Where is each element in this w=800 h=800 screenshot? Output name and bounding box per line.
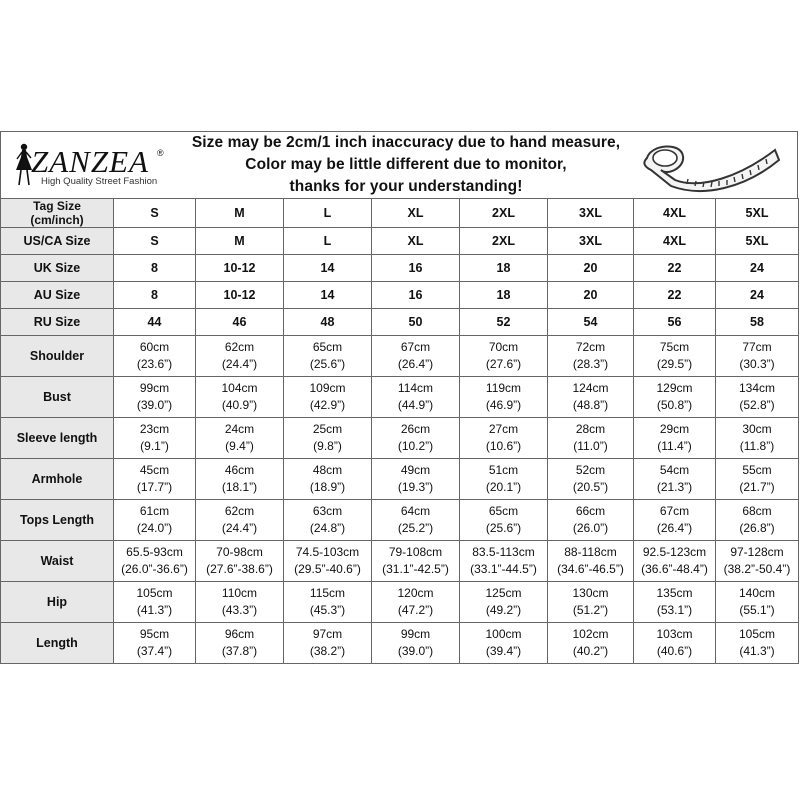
cm-value: 88-118cm bbox=[564, 545, 617, 559]
size-row bbox=[1, 282, 799, 309]
inch-value: (17.7”) bbox=[136, 480, 173, 494]
size-row bbox=[1, 199, 799, 228]
size-cell: 4XL bbox=[634, 228, 716, 255]
inch-value: (9.8”) bbox=[313, 439, 342, 453]
cm-value: 140cm bbox=[738, 586, 776, 600]
cm-value: 134cm bbox=[738, 381, 776, 395]
measurement-cell bbox=[634, 377, 716, 418]
measurement-cell bbox=[548, 623, 634, 664]
measurement-cell bbox=[284, 459, 372, 500]
size-cell: 44 bbox=[114, 309, 196, 336]
inch-value: (21.7”) bbox=[739, 480, 775, 494]
size-cell: 2XL bbox=[460, 228, 548, 255]
brand-tagline: High Quality Street Fashion bbox=[41, 176, 158, 187]
inch-value: (53.1”) bbox=[656, 603, 693, 617]
measurement-cell bbox=[372, 541, 460, 582]
inch-value: (50.8”) bbox=[656, 398, 693, 412]
size-cell: 16 bbox=[372, 282, 460, 309]
cm-value: 65.5-93cm bbox=[126, 545, 183, 559]
inch-value: (19.3”) bbox=[397, 480, 434, 494]
cm-value: 115cm bbox=[309, 586, 346, 600]
measurement-cell bbox=[372, 336, 460, 377]
cm-value: 64cm bbox=[400, 504, 431, 518]
inch-value: (36.6”-48.4”) bbox=[641, 562, 708, 576]
inch-value: (40.6”) bbox=[656, 644, 693, 658]
size-cell: 24 bbox=[716, 255, 799, 282]
measurement-cell bbox=[114, 336, 196, 377]
inch-value: (45.3”) bbox=[309, 603, 346, 617]
measurement-cell bbox=[114, 377, 196, 418]
cm-value: 45cm bbox=[139, 463, 170, 477]
row-label bbox=[1, 255, 114, 282]
inch-value: (25.2”) bbox=[397, 521, 434, 535]
measurement-cell bbox=[372, 418, 460, 459]
cm-value: 109cm bbox=[309, 381, 346, 395]
row-label-unit: (cm/inch) bbox=[30, 213, 84, 227]
inch-value: (21.3”) bbox=[656, 480, 693, 494]
inch-value: (42.9”) bbox=[309, 398, 346, 412]
measurement-cell bbox=[716, 377, 799, 418]
cm-value: 105cm bbox=[738, 627, 776, 641]
size-cell: S bbox=[114, 199, 196, 228]
cm-value: 120cm bbox=[397, 586, 434, 600]
size-chart bbox=[0, 131, 800, 664]
size-cell: 5XL bbox=[716, 228, 799, 255]
measurement-cell bbox=[460, 623, 548, 664]
inch-value: (26.0”-36.6”) bbox=[121, 562, 188, 576]
inch-value: (11.8”) bbox=[739, 439, 775, 453]
measurement-cell bbox=[548, 500, 634, 541]
inch-value: (39.4”) bbox=[485, 644, 522, 658]
measurement-cell bbox=[114, 459, 196, 500]
measurement-cell bbox=[634, 459, 716, 500]
cm-value: 97-128cm bbox=[730, 545, 784, 559]
size-cell: M bbox=[196, 228, 284, 255]
cm-value: 68cm bbox=[742, 504, 772, 518]
row-label-text: US/CA Size bbox=[23, 233, 91, 248]
inch-value: (52.8”) bbox=[739, 398, 775, 412]
size-cell: 54 bbox=[548, 309, 634, 336]
cm-value: 67cm bbox=[659, 504, 690, 518]
cm-value: 105cm bbox=[136, 586, 173, 600]
inch-value: (9.4”) bbox=[225, 439, 254, 453]
measurement-row bbox=[1, 541, 799, 582]
cm-value: 99cm bbox=[139, 381, 170, 395]
cm-value: 100cm bbox=[485, 627, 522, 641]
measurement-cell bbox=[196, 500, 284, 541]
cm-value: 60cm bbox=[139, 340, 170, 354]
measurement-cell bbox=[284, 336, 372, 377]
size-cell: 58 bbox=[716, 309, 799, 336]
size-cell: 2XL bbox=[460, 199, 548, 228]
size-cell: 14 bbox=[284, 255, 372, 282]
row-label-text: UK Size bbox=[33, 260, 81, 275]
cm-value: 79-108cm bbox=[388, 545, 443, 559]
cm-value: 129cm bbox=[656, 381, 693, 395]
measurement-cell bbox=[460, 418, 548, 459]
measuring-tape-icon bbox=[641, 136, 781, 194]
inch-value: (55.1”) bbox=[739, 603, 775, 617]
inch-value: (51.2”) bbox=[572, 603, 609, 617]
inch-value: (40.9”) bbox=[221, 398, 258, 412]
inch-value: (25.6”) bbox=[485, 521, 522, 535]
measurement-cell bbox=[634, 582, 716, 623]
cm-value: 96cm bbox=[224, 627, 255, 641]
inch-value: (24.4”) bbox=[221, 521, 258, 535]
measurement-cell bbox=[196, 623, 284, 664]
measurement-cell bbox=[196, 582, 284, 623]
cm-value: 104cm bbox=[221, 381, 258, 395]
measurement-cell bbox=[284, 418, 372, 459]
cm-value: 28cm bbox=[575, 422, 606, 436]
measurement-cell bbox=[634, 541, 716, 582]
inch-value: (37.8”) bbox=[221, 644, 258, 658]
size-cell: L bbox=[284, 228, 372, 255]
measurement-cell bbox=[634, 623, 716, 664]
cm-value: 103cm bbox=[656, 627, 693, 641]
inch-value: (34.6”-46.5”) bbox=[557, 562, 624, 576]
size-cell: XL bbox=[372, 199, 460, 228]
row-label: Sleeve length bbox=[1, 418, 114, 459]
cm-value: 70cm bbox=[488, 340, 519, 354]
row-label: Shoulder bbox=[1, 336, 114, 377]
measurement-cell bbox=[372, 623, 460, 664]
measurement-row bbox=[1, 377, 799, 418]
inch-value: (38.2”) bbox=[309, 644, 346, 658]
inch-value: (27.6”-38.6”) bbox=[206, 562, 273, 576]
row-label: Length bbox=[1, 623, 114, 664]
inch-value: (26.0”) bbox=[572, 521, 609, 535]
size-cell: L bbox=[284, 199, 372, 228]
size-cell: 46 bbox=[196, 309, 284, 336]
inch-value: (26.8”) bbox=[739, 521, 775, 535]
measurement-cell bbox=[196, 377, 284, 418]
row-label bbox=[1, 228, 114, 255]
measurement-cell bbox=[716, 623, 799, 664]
cm-value: 99cm bbox=[400, 627, 431, 641]
measurement-cell bbox=[114, 541, 196, 582]
measurement-cell bbox=[548, 377, 634, 418]
measurement-cell bbox=[284, 582, 372, 623]
brand-logo bbox=[5, 136, 173, 196]
cm-value: 24cm bbox=[224, 422, 255, 436]
measurement-cell bbox=[372, 377, 460, 418]
measurement-cell bbox=[460, 336, 548, 377]
measurement-cell bbox=[634, 418, 716, 459]
cm-value: 27cm bbox=[488, 422, 519, 436]
cm-value: 62cm bbox=[224, 340, 255, 354]
cm-value: 26cm bbox=[400, 422, 431, 436]
inch-value: (26.4”) bbox=[656, 521, 693, 535]
row-label-text: Tag Size bbox=[33, 199, 81, 213]
inch-value: (23.6”) bbox=[136, 357, 173, 371]
inch-value: (38.2”-50.4”) bbox=[723, 562, 791, 576]
size-cell: 14 bbox=[284, 282, 372, 309]
inch-value: (49.2”) bbox=[485, 603, 522, 617]
inch-value: (39.0”) bbox=[136, 398, 173, 412]
cm-value: 23cm bbox=[139, 422, 170, 436]
row-label: Bust bbox=[1, 377, 114, 418]
measurement-cell bbox=[196, 459, 284, 500]
size-cell: 20 bbox=[548, 282, 634, 309]
cm-value: 61cm bbox=[139, 504, 170, 518]
inch-value: (27.6”) bbox=[485, 357, 522, 371]
measurement-cell bbox=[114, 500, 196, 541]
inch-value: (29.5”) bbox=[656, 357, 693, 371]
size-cell: 8 bbox=[114, 282, 196, 309]
cm-value: 130cm bbox=[572, 586, 609, 600]
size-cell: 18 bbox=[460, 282, 548, 309]
inch-value: (10.6”) bbox=[485, 439, 522, 453]
inch-value: (33.1”-44.5”) bbox=[470, 562, 537, 576]
size-cell: 10-12 bbox=[196, 282, 284, 309]
cm-value: 62cm bbox=[224, 504, 255, 518]
cm-value: 66cm bbox=[575, 504, 606, 518]
measurement-cell bbox=[548, 418, 634, 459]
inch-value: (11.4”) bbox=[657, 439, 692, 453]
inch-value: (46.9”) bbox=[485, 398, 522, 412]
measurement-notice bbox=[176, 132, 636, 198]
measurement-cell bbox=[716, 582, 799, 623]
measurement-row bbox=[1, 500, 799, 541]
measurement-cell bbox=[196, 541, 284, 582]
measurement-cell bbox=[114, 623, 196, 664]
cm-value: 54cm bbox=[659, 463, 690, 477]
measurement-cell bbox=[196, 336, 284, 377]
size-row bbox=[1, 228, 799, 255]
cm-value: 102cm bbox=[572, 627, 609, 641]
inch-value: (48.8”) bbox=[572, 398, 609, 412]
cm-value: 77cm bbox=[742, 340, 772, 354]
size-cell: 3XL bbox=[548, 199, 634, 228]
cm-value: 97cm bbox=[312, 627, 343, 641]
inch-value: (20.5”) bbox=[572, 480, 609, 494]
cm-value: 70-98cm bbox=[216, 545, 263, 559]
notice-line-2: Color may be little different due to monitor, bbox=[245, 156, 567, 173]
measurement-cell bbox=[716, 541, 799, 582]
inch-value: (26.4”) bbox=[397, 357, 434, 371]
measurement-row bbox=[1, 623, 799, 664]
cm-value: 92.5-123cm bbox=[642, 545, 707, 559]
inch-value: (44.9”) bbox=[397, 398, 434, 412]
size-cell: S bbox=[114, 228, 196, 255]
size-cell: 4XL bbox=[634, 199, 716, 228]
size-cell: XL bbox=[372, 228, 460, 255]
size-cell: 16 bbox=[372, 255, 460, 282]
cm-value: 55cm bbox=[742, 463, 772, 477]
size-cell: 56 bbox=[634, 309, 716, 336]
measurement-cell bbox=[284, 377, 372, 418]
size-cell: 50 bbox=[372, 309, 460, 336]
row-label: Tops Length bbox=[1, 500, 114, 541]
cm-value: 65cm bbox=[488, 504, 519, 518]
measurement-cell bbox=[114, 582, 196, 623]
size-cell: 22 bbox=[634, 255, 716, 282]
measurement-cell bbox=[460, 500, 548, 541]
cm-value: 125cm bbox=[485, 586, 522, 600]
row-label: Hip bbox=[1, 582, 114, 623]
cm-value: 110cm bbox=[221, 586, 258, 600]
inch-value: (9.1”) bbox=[140, 439, 169, 453]
cm-value: 49cm bbox=[400, 463, 431, 477]
cm-value: 72cm bbox=[575, 340, 606, 354]
cm-value: 114cm bbox=[397, 381, 434, 395]
inch-value: (18.1”) bbox=[221, 480, 258, 494]
size-cell: 24 bbox=[716, 282, 799, 309]
inch-value: (25.6”) bbox=[309, 357, 346, 371]
inch-value: (28.3”) bbox=[572, 357, 609, 371]
cm-value: 135cm bbox=[656, 586, 693, 600]
cm-value: 63cm bbox=[312, 504, 343, 518]
size-cell: 8 bbox=[114, 255, 196, 282]
measurement-cell bbox=[372, 459, 460, 500]
inch-value: (24.0”) bbox=[136, 521, 173, 535]
notice-line-1: Size may be 2cm/1 inch inaccuracy due to hand measure, bbox=[191, 134, 621, 151]
cm-value: 83.5-113cm bbox=[472, 545, 535, 559]
measurement-cell bbox=[548, 336, 634, 377]
inch-value: (20.1”) bbox=[485, 480, 522, 494]
measurement-cell bbox=[634, 500, 716, 541]
row-label: Armhole bbox=[1, 459, 114, 500]
measurement-cell bbox=[372, 582, 460, 623]
measurement-cell bbox=[548, 582, 634, 623]
size-cell: M bbox=[196, 199, 284, 228]
measurement-cell bbox=[460, 582, 548, 623]
measurement-cell bbox=[716, 459, 799, 500]
row-label-text: AU Size bbox=[33, 287, 81, 302]
row-label bbox=[1, 199, 114, 228]
size-cell: 52 bbox=[460, 309, 548, 336]
measurement-row bbox=[1, 418, 799, 459]
measurement-cell bbox=[460, 377, 548, 418]
row-label-text: RU Size bbox=[33, 314, 81, 329]
cm-value: 75cm bbox=[659, 340, 690, 354]
cm-value: 119cm bbox=[485, 381, 522, 395]
inch-value: (30.3”) bbox=[739, 357, 775, 371]
measurement-cell bbox=[196, 418, 284, 459]
inch-value: (43.3”) bbox=[221, 603, 258, 617]
cm-value: 25cm bbox=[312, 422, 343, 436]
cm-value: 67cm bbox=[400, 340, 431, 354]
size-table bbox=[0, 198, 799, 664]
measurement-cell bbox=[114, 418, 196, 459]
measurement-cell bbox=[634, 336, 716, 377]
measurement-cell bbox=[716, 500, 799, 541]
measurement-row bbox=[1, 582, 799, 623]
size-cell: 22 bbox=[634, 282, 716, 309]
measurement-cell bbox=[284, 623, 372, 664]
inch-value: (10.2”) bbox=[397, 439, 434, 453]
inch-value: (29.5”-40.6”) bbox=[294, 562, 361, 576]
size-row bbox=[1, 309, 799, 336]
measurement-cell bbox=[548, 459, 634, 500]
measurement-row bbox=[1, 336, 799, 377]
registered-mark: ® bbox=[157, 148, 164, 158]
inch-value: (47.2”) bbox=[397, 603, 434, 617]
inch-value: (24.8”) bbox=[309, 521, 346, 535]
inch-value: (39.0”) bbox=[397, 644, 434, 658]
inch-value: (31.1”-42.5”) bbox=[382, 562, 449, 576]
inch-value: (18.9”) bbox=[309, 480, 346, 494]
cm-value: 74.5-103cm bbox=[295, 545, 360, 559]
measurement-cell bbox=[460, 459, 548, 500]
measurement-cell bbox=[372, 500, 460, 541]
inch-value: (41.3”) bbox=[136, 603, 173, 617]
measurement-cell bbox=[716, 336, 799, 377]
inch-value: (41.3”) bbox=[739, 644, 775, 658]
measurement-cell bbox=[548, 541, 634, 582]
size-cell: 20 bbox=[548, 255, 634, 282]
row-label bbox=[1, 282, 114, 309]
size-cell: 10-12 bbox=[196, 255, 284, 282]
brand-name: ZANZEA bbox=[31, 144, 149, 179]
inch-value: (24.4”) bbox=[221, 357, 258, 371]
size-cell: 3XL bbox=[548, 228, 634, 255]
cm-value: 46cm bbox=[224, 463, 255, 477]
inch-value: (40.2”) bbox=[572, 644, 609, 658]
measurement-cell bbox=[716, 418, 799, 459]
cm-value: 52cm bbox=[575, 463, 606, 477]
cm-value: 51cm bbox=[488, 463, 519, 477]
cm-value: 65cm bbox=[312, 340, 343, 354]
measurement-row bbox=[1, 459, 799, 500]
cm-value: 29cm bbox=[659, 422, 690, 436]
row-label bbox=[1, 309, 114, 336]
size-cell: 48 bbox=[284, 309, 372, 336]
size-row bbox=[1, 255, 799, 282]
measurement-cell bbox=[460, 541, 548, 582]
size-cell: 18 bbox=[460, 255, 548, 282]
notice-line-3: thanks for your understanding! bbox=[289, 178, 523, 195]
cm-value: 124cm bbox=[572, 381, 609, 395]
chart-header bbox=[0, 131, 798, 198]
row-label: Waist bbox=[1, 541, 114, 582]
size-cell: 5XL bbox=[716, 199, 799, 228]
cm-value: 95cm bbox=[139, 627, 170, 641]
inch-value: (37.4”) bbox=[136, 644, 173, 658]
cm-value: 48cm bbox=[312, 463, 343, 477]
measurement-cell bbox=[284, 500, 372, 541]
cm-value: 30cm bbox=[742, 422, 772, 436]
inch-value: (11.0”) bbox=[573, 439, 608, 453]
measurement-cell bbox=[284, 541, 372, 582]
